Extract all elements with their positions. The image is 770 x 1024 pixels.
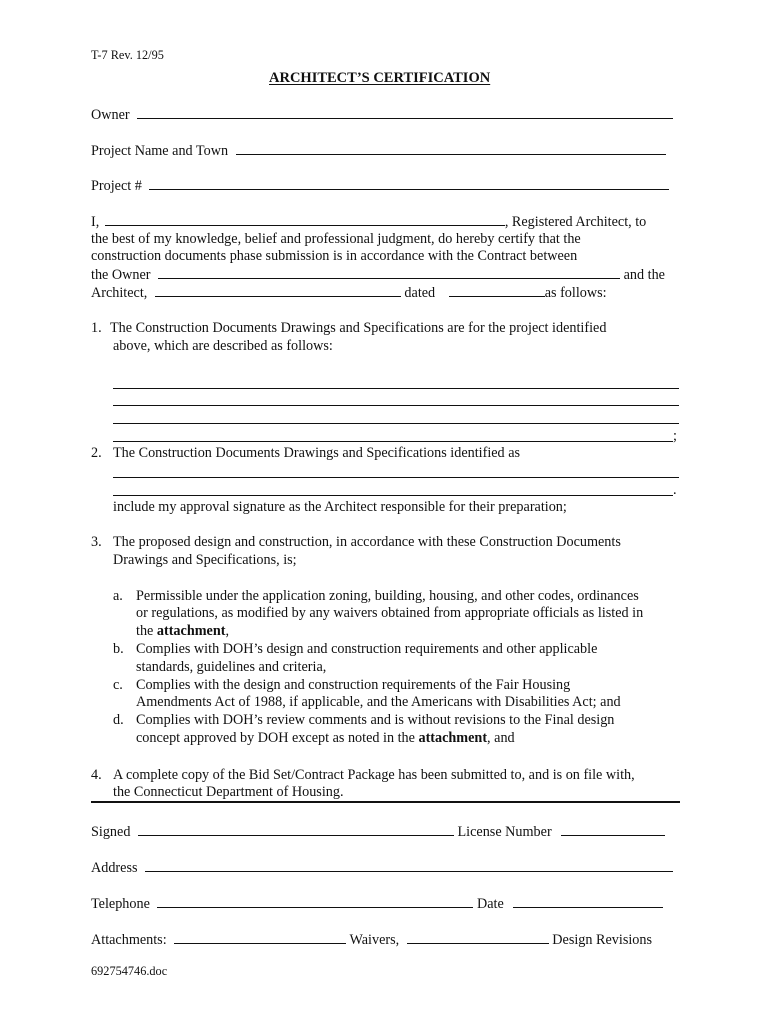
- item3b-label: b.: [113, 641, 124, 657]
- owner-label: Owner: [91, 107, 130, 123]
- cert-as-follows: as follows:: [544, 285, 607, 301]
- address-label: Address: [91, 860, 138, 876]
- cert-i: I,: [91, 214, 100, 230]
- design-revisions-label: Design Revisions: [552, 932, 652, 948]
- architect-name-line[interactable]: [105, 213, 505, 226]
- item3-line1: The proposed design and construction, in accordance with these Construction Documents: [113, 534, 621, 550]
- cert-line-5: [91, 284, 607, 303]
- cert-architect-label: Architect,: [91, 285, 148, 301]
- item1-blank-line-1[interactable]: [113, 388, 679, 389]
- item1-blank-line-2[interactable]: [113, 405, 679, 406]
- signed-row: [91, 823, 665, 842]
- section-divider: [91, 801, 680, 803]
- item2-line2: include my approval signature as the Architect responsible for their preparation;: [113, 499, 567, 515]
- form-code: T-7 Rev. 12/95: [91, 48, 164, 62]
- footer-filename: 692754746.doc: [91, 964, 168, 978]
- page-title: ARCHITECT’S CERTIFICATION: [269, 70, 491, 86]
- item3c-line2: Amendments Act of 1988, if applicable, and the Americans with Disabilities Act; and: [136, 694, 621, 710]
- item2-line1: The Construction Documents Drawings and Specifications identified as: [113, 445, 521, 461]
- item1-line1: The Construction Documents Drawings and Specifications are for the project identified: [110, 320, 607, 336]
- address-line[interactable]: [145, 859, 673, 872]
- attachments-row: [91, 931, 652, 950]
- date-label: Date: [476, 896, 504, 912]
- cert-dated-label: dated: [404, 285, 436, 301]
- cert-registered-text: , Registered Architect, to: [504, 214, 647, 230]
- project-number-field[interactable]: [91, 177, 669, 196]
- item3b-line2: standards, guidelines and criteria,: [136, 659, 327, 675]
- contract-architect-line[interactable]: [155, 284, 401, 297]
- telephone-row: [91, 895, 663, 914]
- attachments-line[interactable]: [174, 931, 346, 944]
- cert-line-4: [91, 266, 665, 285]
- item3d-text: concept approved by DOH except as noted in the: [136, 730, 419, 746]
- item3a-line1: Permissible under the application zoning, building, housing, and other codes, ordinances: [136, 588, 639, 604]
- signed-label: Signed: [91, 824, 131, 840]
- item3a-attachment: attachment: [156, 623, 226, 639]
- item3c-line1: Complies with the design and construction requirements of the Fair Housing: [136, 677, 571, 693]
- item3a-line3: [136, 623, 229, 641]
- item1-line2: above, which are described as follows:: [113, 338, 333, 354]
- project-name-label: Project Name and Town: [91, 143, 229, 159]
- item3d-attachment: attachment: [418, 730, 488, 746]
- item2-blank-line-1[interactable]: [113, 477, 679, 478]
- address-row: [91, 859, 673, 878]
- project-name-input-line[interactable]: [236, 142, 666, 155]
- waivers-line[interactable]: [407, 931, 549, 944]
- contract-date-line[interactable]: [449, 284, 545, 297]
- item2-number: 2.: [91, 445, 102, 461]
- cert-line-1: [91, 213, 646, 232]
- item3-line2: Drawings and Specifications, is;: [113, 552, 297, 568]
- project-number-input-line[interactable]: [149, 177, 669, 190]
- cert-line-2: the best of my knowledge, belief and professional judgment, do hereby certify that the: [91, 231, 581, 247]
- cert-owner-label: the Owner: [91, 267, 151, 283]
- item4-line2: the Connecticut Department of Housing.: [113, 784, 344, 800]
- telephone-line[interactable]: [157, 895, 473, 908]
- item3d-label: d.: [113, 712, 124, 728]
- item4-line1: A complete copy of the Bid Set/Contract Package has been submitted to, and is on file with,: [113, 767, 635, 783]
- project-number-label: Project #: [91, 178, 142, 194]
- item3a-line2: or regulations, as modified by any waivers obtained from appropriate officials as listed in: [136, 605, 644, 621]
- item2-blank-line-2[interactable]: [113, 495, 673, 496]
- item1-blank-line-3[interactable]: [113, 423, 679, 424]
- item3d-line1: Complies with DOH’s review comments and is without revisions to the Final design: [136, 712, 615, 728]
- item4-number: 4.: [91, 767, 102, 783]
- contract-owner-line[interactable]: [158, 266, 620, 279]
- item3d-and: , and: [487, 730, 515, 746]
- cert-line-3: construction documents phase submission is in accordance with the Contract between: [91, 248, 578, 264]
- signature-line[interactable]: [138, 823, 454, 836]
- date-line[interactable]: [513, 895, 663, 908]
- owner-field[interactable]: [91, 106, 673, 125]
- telephone-label: Telephone: [91, 896, 150, 912]
- item3a-label: a.: [113, 588, 123, 604]
- item3-number: 3.: [91, 534, 102, 550]
- item3b-line1: Complies with DOH’s design and construction requirements and other applicable: [136, 641, 598, 657]
- cert-and-the: and the: [623, 267, 665, 283]
- item1-blank-line-4[interactable]: [113, 441, 673, 442]
- license-number-line[interactable]: [561, 823, 665, 836]
- item2-end-mark: .: [673, 482, 677, 498]
- license-label: License Number: [457, 824, 552, 840]
- owner-input-line[interactable]: [137, 106, 673, 119]
- item1-number: 1.: [91, 320, 102, 336]
- item3c-label: c.: [113, 677, 123, 693]
- item3d-line2: [136, 730, 515, 748]
- item1-end-mark: ;: [673, 428, 677, 444]
- item3a-the: the: [136, 623, 157, 639]
- attachments-label: Attachments:: [91, 932, 167, 948]
- item3a-comma: ,: [225, 623, 229, 639]
- waivers-label: Waivers,: [349, 932, 400, 948]
- project-name-field[interactable]: [91, 142, 666, 161]
